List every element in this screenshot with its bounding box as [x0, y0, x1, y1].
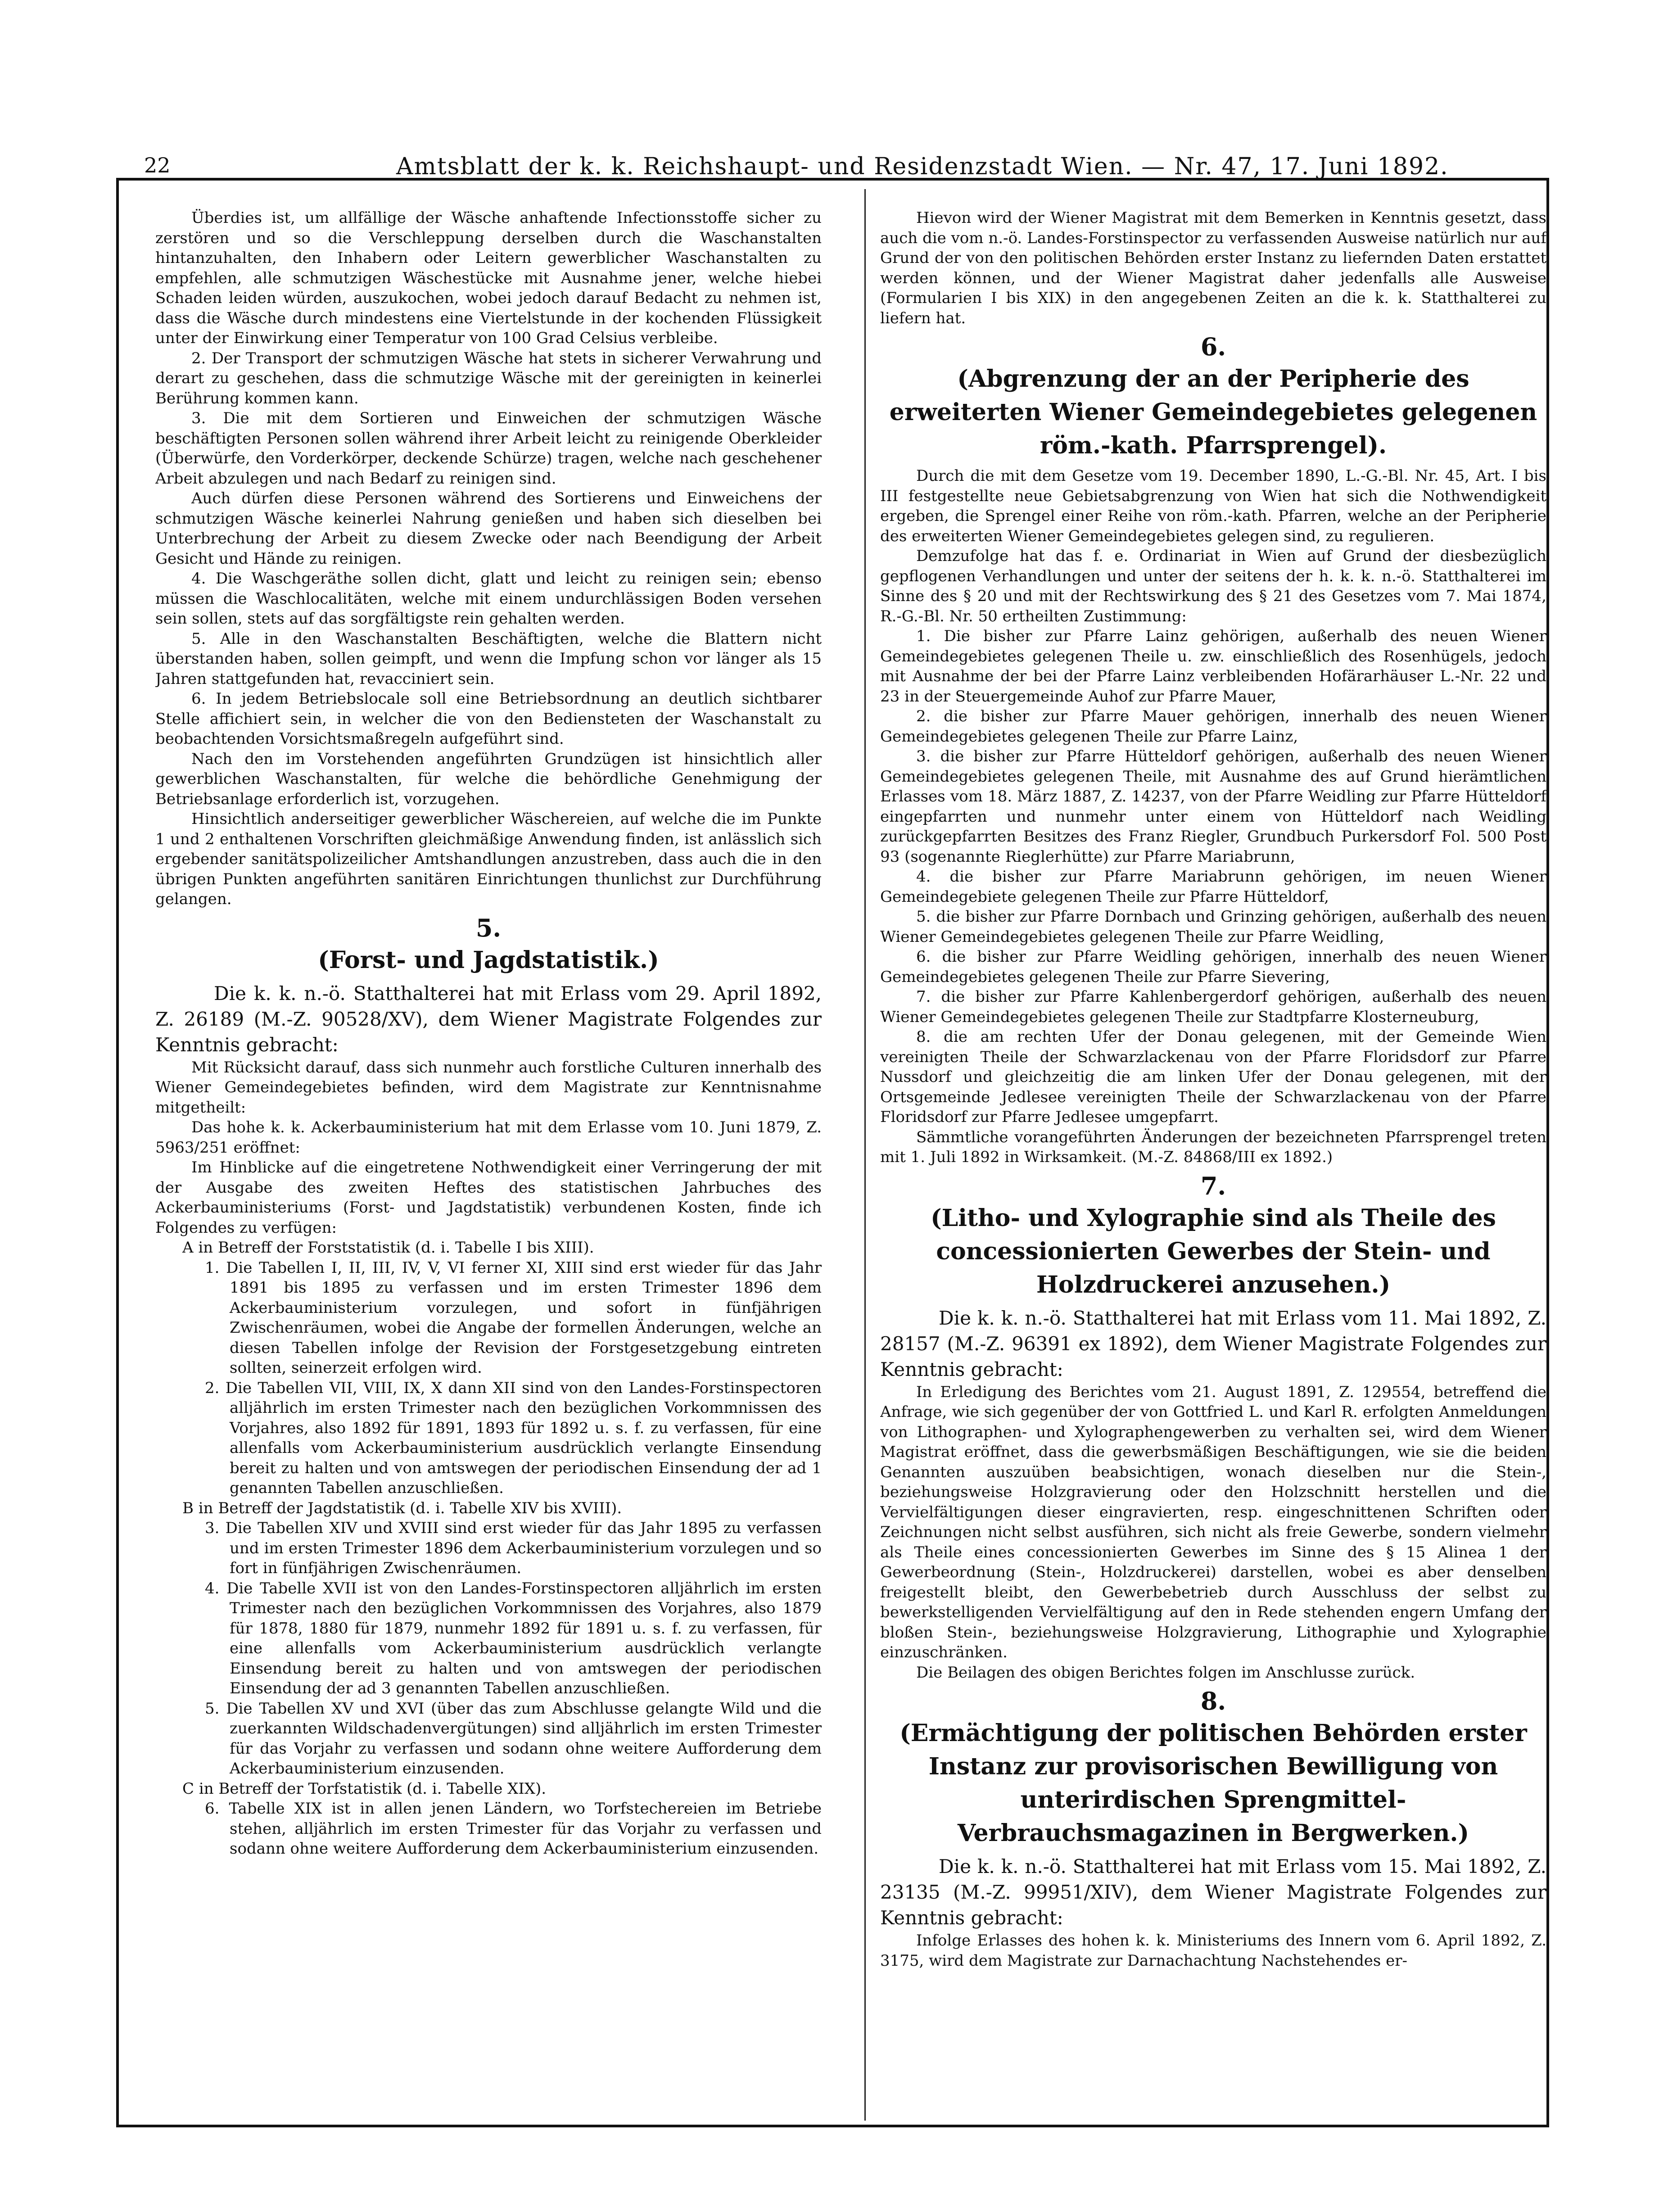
section-number: 8.: [1200, 1687, 1226, 1715]
section-title: (Forst- und Jagdstatistik.): [318, 946, 659, 974]
list-heading: A in Betreff der Forststatistik (d. i. Tabelle I bis XIII).: [182, 1239, 594, 1257]
paragraph: Infolge Erlasses des hohen k. k. Ministeriums des Innern vom 6. April 1892, Z. 3175, wird dem Magistrate zur Darnachachtung Nachstehendes er-: [880, 1932, 1546, 1970]
paragraph: Die Beilagen des obigen Berichtes folgen im Anschlusse zurück.: [916, 1663, 1415, 1682]
section-number: 7.: [1200, 1171, 1226, 1200]
paragraph: Im Hinblicke auf die eingetretene Nothwendigkeit einer Verringerung der mit der Ausgabe des zweiten Heftes des statistischen Jahrbuches des Ackerbauministeriums (Forst- und Jagdstatistik) verbundenen Kosten, finde ich Folgendes zu verfügen:: [155, 1158, 822, 1237]
section-lead: Die k. k. n.-ö. Statthalterei hat mit Erlass vom 15. Mai 1892, Z. 23135 (M.-Z. 99951/XIV), dem Wiener Magistrate Folgendes zur Kenntnis gebracht:: [880, 1855, 1546, 1929]
list-item: 3. Die Tabellen XIV und XVIII sind erst wieder für das Jahr 1895 zu verfassen und im ersten Trimester 1896 dem Ackerbauministerium vorzulegen und so fort in fünfjährigen Zwischenräumen.: [205, 1519, 822, 1577]
list-item: 4. die bisher zur Pfarre Mariabrunn gehörigen, im neuen Wiener Gemeindegebiete gelegenen Theile zur Pfarre Hütteldorf,: [880, 868, 1546, 906]
section-title: (Litho- und Xylographie sind als Theile des concessionierten Gewerbes der Stein- und Holzdruckerei anzusehen.): [931, 1204, 1496, 1298]
paragraph: Sämmtliche vorangeführten Änderungen der bezeichneten Pfarrsprengel treten mit 1. Juli 1892 in Wirksamkeit. (M.-Z. 84868/III ex 1892.): [880, 1128, 1546, 1166]
list-item: 5. die bisher zur Pfarre Dornbach und Grinzing gehörigen, außerhalb des neuen Wiener Gemeindegebietes gelegenen Theile zur Pfarre Weidling,: [880, 908, 1546, 946]
paragraph: Demzufolge hat das f. e. Ordinariat in Wien auf Grund der diesbezüglich gepflogenen Verhandlungen und unter der seitens der h. k. k. n.-ö. Statthalterei im Sinne des § 20 und mit der Rechtswirkung des § 21 des Gesetzes vom 7. Mai 1874, R.-G.-Bl. Nr. 50 ertheilten Zustimmung:: [880, 547, 1546, 625]
section-number: 6.: [1200, 332, 1226, 361]
section-number: 5.: [475, 913, 502, 942]
list-item: 2. Die Tabellen VII, VIII, IX, X dann XII sind von den Landes-Forstinspectoren alljährlich im ersten Trimester nach den bezüglichen Vorkommnissen des Vorjahres, also 1892 für 1891, 1893 für 1892 u. s. f. zu verfassen, für eine allenfalls vom Ackerbauministerium ausdrücklich verlangte Einsendung bereit zu halten und von amtswegen der periodischen Einsendung der ad 1 genannten Tabellen anzuschließen.: [205, 1379, 822, 1497]
list-item: 3. die bisher zur Pfarre Hütteldorf gehörigen, außerhalb des neuen Wiener Gemeindegebietes gelegenen Theile, mit Ausnahme des auf Grund hierämtlichen Erlasses vom 18. März 1887, Z. 14237, von der Pfarre Weidling zur Pfarre Hütteldorf eingepfarrten und nunmehr unter einem von Hütteldorf nach Weidling zurückgepfarrten Besitzes des Franz Riegler, Grundbuch Purkersdorf Fol. 500 Post 93 (sogenannte Rieglerhütte) zur Pfarre Mariabrunn,: [880, 747, 1546, 866]
page-number: 22: [144, 153, 171, 177]
paragraph: Nach den im Vorstehenden angeführten Grundzügen ist hinsichtlich aller gewerblichen Waschanstalten, für welche die behördliche Genehmigung der Betriebsanlage erforderlich ist, vorzugehen.: [155, 750, 822, 808]
column-divider: [864, 189, 866, 2121]
paragraph: 6. In jedem Betriebslocale soll eine Betriebsordnung an deutlich sichtbarer Stelle affichiert sein, in welcher die von den Bediensteten der Waschanstalt zu beobachtenden Vorsichtsmaßregeln aufgeführt sind.: [155, 690, 822, 748]
list-item: 1. Die bisher zur Pfarre Lainz gehörigen, außerhalb des neuen Wiener Gemeindegebietes gelegenen Theile u. zw. einschließlich des Rosenhügels, jedoch mit Ausnahme der bei der Pfarre Lainz verbleibenden Hofärarhäuser L.-Nr. 22 und 23 in der Steuergemeinde Auhof zur Pfarre Mauer,: [880, 627, 1546, 706]
list-item: 4. Die Tabelle XVII ist von den Landes-Forstinspectoren alljährlich im ersten Trimester nach den bezüglichen Vorkommnissen des Vorjahres, also 1879 für 1878, 1880 für 1879, nunmehr 1892 für 1891 u. s. f. zu verfassen, für eine allenfalls vom Ackerbauministerium ausdrücklich verlangte Einsendung bereit zu halten und von amtswegen der periodischen Einsendung der ad 3 genannten Tabellen anzuschließen.: [205, 1579, 822, 1697]
paragraph: Hievon wird der Wiener Magistrat mit dem Bemerken in Kenntnis gesetzt, dass auch die vom n.-ö. Landes-Forstinspector zu verfassenden Ausweise natürlich nur auf Grund der von den politischen Behörden erster Instanz zu liefernden Daten erstattet werden können, und der Wiener Magistrat daher jedenfalls alle Ausweise (Formularien I bis XIX) in den angegebenen Zeiten an die k. k. Statthalterei zu liefern hat.: [880, 209, 1546, 327]
paragraph: Überdies ist, um allfällige der Wäsche anhaftende Infectionsstoffe sicher zu zerstören und so die Verschleppung derselben durch die Waschanstalten hintanzuhalten, den Inhabern oder Leitern gewerblicher Waschanstalten zu empfehlen, alle schmutzigen Wäschestücke mit Ausnahme jener, welche hiebei Schaden leiden würden, auszukochen, wobei jedoch darauf Bedacht zu nehmen ist, dass die Wäsche durch mindestens eine Viertelstunde in der kochenden Flüssigkeit unter der Einwirkung einer Temperatur von 100 Grad Celsius verbleibe.: [155, 209, 822, 347]
list-heading: C in Betreff der Torfstatistik (d. i. Tabelle XIX).: [182, 1779, 547, 1798]
paragraph: 5. Alle in den Waschanstalten Beschäftigten, welche die Blattern nicht überstanden haben, sollen geimpft, und wenn die Impfung schon vor länger als 15 Jahren stattgefunden hat, revacciniert sein.: [155, 629, 822, 688]
running-title: Amtsblatt der k. k. Reichshaupt- und Residenzstadt Wien. — Nr. 47, 17. Juni 1892.: [396, 153, 1449, 180]
list-item: 5. Die Tabellen XV und XVI (über das zum Abschlusse gelangte Wild und die zuerkannten Wildschadenvergütungen) sind alljährlich im ersten Trimester für das Vorjahr zu verfassen und sodann ohne weitere Aufforderung dem Ackerbauministerium einzusenden.: [205, 1699, 822, 1778]
right-column: [880, 208, 1546, 2112]
list-item: 2. die bisher zur Pfarre Mauer gehörigen, innerhalb des neuen Wiener Gemeindegebietes gelegenen Theile zur Pfarre Lainz,: [880, 707, 1546, 746]
paragraph: In Erledigung des Berichtes vom 21. August 1891, Z. 129554, betreffend die Anfrage, wie sich gegenüber der von Gottfried L. und Karl R. erfolgten Anmeldungen von Lithographen- und Xylographengewerben zu verhalten sei, wird dem Wiener Magistrat eröffnet, dass die gewerbsmäßigen Beschäftigungen, wie sie die beiden Genannten auszuüben beabsichtigen, wonach dieselben nur die Stein-, beziehungsweise Holzgravierung oder den Holzschnitt herstellen und die Vervielfältigungen dieser eingravierten, resp. eingeschnittenen Schriften oder Zeichnungen nicht selbst ausführen, sich nicht als freie Gewerbe, sondern vielmehr als Theile eines concessionierten Gewerbes im Sinne des § 15 Alinea 1 der Gewerbeordnung (Stein-, Holzdruckerei) darstellen, wobei es aber denselben freigestellt bleibt, den Gewerbebetrieb durch Ausschluss der selbst zu bewerkstelligenden Vervielfältigung auf den in Rede stehenden engern Umfang der bloßen Stein-, beziehungsweise Holzgravierung, Lithographie und Xylographie einzuschränken.: [880, 1383, 1546, 1661]
paragraph: 3. Die mit dem Sortieren und Einweichen der schmutzigen Wäsche beschäftigten Personen sollen während ihrer Arbeit leicht zu reinigende Oberkleider (Überwürfe, den Vorderkörper, deckende Schürze) tragen, welche nach geschehener Arbeit abzulegen und nach Bedarf zu reinigen sind.: [155, 409, 822, 488]
list-item: 1. Die Tabellen I, II, III, IV, V, VI ferner XI, XIII sind erst wieder für das Jahr 1891 bis 1895 zu verfassen und im ersten Trimester 1896 dem Ackerbauministerium vorzulegen, und sofort in fünfjährigen Zwischenräumen, wobei die Angabe der formellen Änderungen, welche an diesen Tabellen infolge der Revision der Forstgesetzgebung eintreten sollten, seinerzeit erfolgen wird.: [205, 1258, 822, 1377]
list-item: 6. Tabelle XIX ist in allen jenen Ländern, wo Torfstechereien im Betriebe stehen, alljährlich im ersten Trimester für das Vorjahr zu verfassen und sodann ohne weitere Aufforderung dem Ackerbauministerium einzusenden.: [205, 1800, 822, 1858]
paragraph: 4. Die Waschgeräthe sollen dicht, glatt und leicht zu reinigen sein; ebenso müssen die Waschlocalitäten, welche mit einem undurchlässigen Boden versehen sein sollen, stets auf das sorgfältigste rein gehalten werden.: [155, 570, 822, 628]
list-item: 8. die am rechten Ufer der Donau gelegenen, mit der Gemeinde Wien vereinigten Theile der Schwarzlackenau von der Pfarre Floridsdorf zur Pfarre Nussdorf und gleichzeitig die am linken Ufer der Donau gelegenen, mit der Ortsgemeinde Jedlesee vereinigten Theile der Schwarzlackenau von der Pfarre Floridsdorf zur Pfarre Jedlesee umgepfarrt.: [880, 1028, 1546, 1126]
paragraph: Durch die mit dem Gesetze vom 19. December 1890, L.-G.-Bl. Nr. 45, Art. I bis III festgestellte neue Gebietsabgrenzung von Wien hat sich die Nothwendigkeit ergeben, die Sprengel einer Reihe von röm.-kath. Pfarren, welche an der Peripherie des erweiterten Wiener Gemeindegebietes gelegen sind, zu regulieren.: [880, 467, 1546, 545]
list-item: 6. die bisher zur Pfarre Weidling gehörigen, innerhalb des neuen Wiener Gemeindegebietes gelegenen Theile zur Pfarre Sievering,: [880, 948, 1546, 986]
section-lead: Die k. k. n.-ö. Statthalterei hat mit Erlass vom 29. April 1892, Z. 26189 (M.-Z. 90528/XV), dem Wiener Magistrate Folgendes zur Kenntnis gebracht:: [155, 982, 822, 1056]
list-heading: B in Betreff der Jagdstatistik (d. i. Tabelle XIV bis XVIII).: [182, 1499, 622, 1517]
list-item: 7. die bisher zur Pfarre Kahlenbergerdorf gehörigen, außerhalb des neuen Wiener Gemeindegebietes gelegenen Theile zur Stadtpfarre Klosterneuburg,: [880, 988, 1546, 1026]
paragraph: Das hohe k. k. Ackerbauministerium hat mit dem Erlasse vom 10. Juni 1879, Z. 5963/251 eröffnet:: [155, 1118, 822, 1157]
paragraph: Auch dürfen diese Personen während des Sortierens und Einweichens der schmutzigen Wäsche keinerlei Nahrung genießen und haben sich dieselben bei Unterbrechung der Arbeit zu diesem Zwecke oder nach Beendigung der Arbeit Gesicht und Hände zu reinigen.: [155, 489, 822, 568]
section-title: (Ermächtigung der politischen Behörden erster Instanz zur provisorischen Bewilligung von unterirdischen Sprengmittel-Verbrauchsmagazinen in Bergwerken.): [900, 1719, 1527, 1847]
section-title: (Abgrenzung der an der Peripherie des erweiterten Wiener Gemeindegebietes gelegenen röm.-kath. Pfarrsprengel).: [889, 365, 1537, 459]
paragraph: 2. Der Transport der schmutzigen Wäsche hat stets in sicherer Verwahrung und derart zu geschehen, dass die schmutzige Wäsche mit der gereinigten in keinerlei Berührung kommen kann.: [155, 349, 822, 407]
paragraph: Hinsichtlich anderseitiger gewerblicher Wäschereien, auf welche die im Punkte 1 und 2 enthaltenen Vorschriften gleichmäßige Anwendung finden, ist anlässlich sich ergebender sanitätspolizeilicher Amtshandlungen anzustreben, dass auch die in den übrigen Punkten angeführten sanitären Einrichtungen thunlichst zur Durchführung gelangen.: [155, 810, 822, 908]
left-column: [155, 208, 822, 2112]
section-lead: Die k. k. n.-ö. Statthalterei hat mit Erlass vom 11. Mai 1892, Z. 28157 (M.-Z. 96391 ex 1892), dem Wiener Magistrate Folgendes zur Kenntnis gebracht:: [880, 1307, 1546, 1380]
paragraph: Mit Rücksicht darauf, dass sich nunmehr auch forstliche Culturen innerhalb des Wiener Gemeindegebietes befinden, wird dem Magistrate zur Kenntnisnahme mitgetheilt:: [155, 1058, 822, 1117]
